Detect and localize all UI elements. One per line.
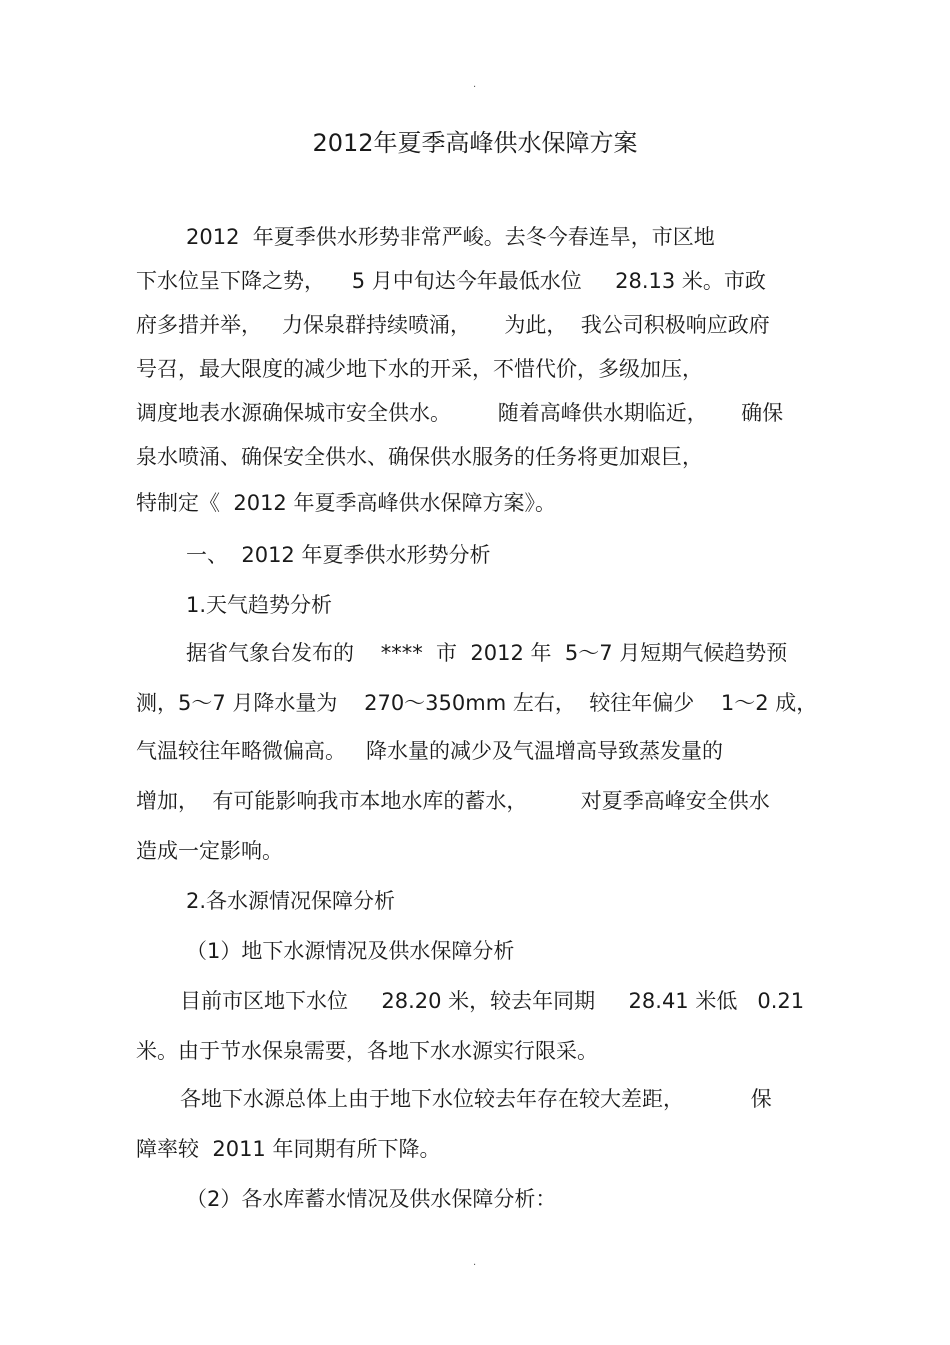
body-line: 各地下水源总体上由于地下水位较去年存在较大差距， 保	[180, 1087, 772, 1111]
body-line: 府多措并举， 力保泉群持续喷涌， 为此， 我公司积极响应政府	[136, 313, 770, 337]
document-title: 2012年夏季高峰供水保障方案	[312, 129, 638, 157]
body-line: 测，5～7 月降水量为 270～350mm 左右， 较往年偏少 1～2 成，	[136, 691, 818, 715]
section-heading: 一、 2012 年夏季供水形势分析	[186, 543, 491, 567]
subsection-heading: 1.天气趋势分析	[186, 593, 333, 617]
body-line: 增加， 有可能影响我市本地水库的蓄水， 对夏季高峰安全供水	[136, 789, 770, 813]
body-line: 特制定《 2012 年夏季高峰供水保障方案》。	[136, 491, 556, 515]
body-line: 调度地表水源确保城市安全供水。 随着高峰供水期临近， 确保	[136, 401, 784, 425]
subsection-heading: （2）各水库蓄水情况及供水保障分析：	[186, 1187, 557, 1211]
subsection-heading: （1）地下水源情况及供水保障分析	[186, 939, 515, 963]
top-page-mark: .	[473, 79, 477, 90]
body-line: 障率较 2011 年同期有所下降。	[136, 1137, 441, 1161]
body-line: 下水位呈下降之势， 5 月中旬达今年最低水位 28.13 米。市政	[136, 269, 766, 293]
body-line: 号召，最大限度的减少地下水的开采，不惜代价，多级加压，	[136, 357, 703, 381]
body-line: 气温较往年略微偏高。 降水量的减少及气温增高导致蒸发量的	[136, 739, 724, 763]
bottom-page-mark: .	[473, 1257, 477, 1268]
body-line: 米。由于节水保泉需要，各地下水水源实行限采。	[136, 1039, 598, 1063]
body-line: 目前市区地下水位 28.20 米，较去年同期 28.41 米低 0.21	[180, 989, 805, 1013]
body-line: 据省气象台发布的 **** 市 2012 年 5～7 月短期气候趋势预	[186, 641, 788, 665]
body-line: 2012 年夏季供水形势非常严峻。去冬今春连旱，市区地	[186, 225, 715, 249]
subsection-heading: 2.各水源情况保障分析	[186, 889, 396, 913]
body-line: 造成一定影响。	[136, 839, 283, 863]
body-line: 泉水喷涌、确保安全供水、确保供水服务的任务将更加艰巨，	[136, 445, 703, 469]
